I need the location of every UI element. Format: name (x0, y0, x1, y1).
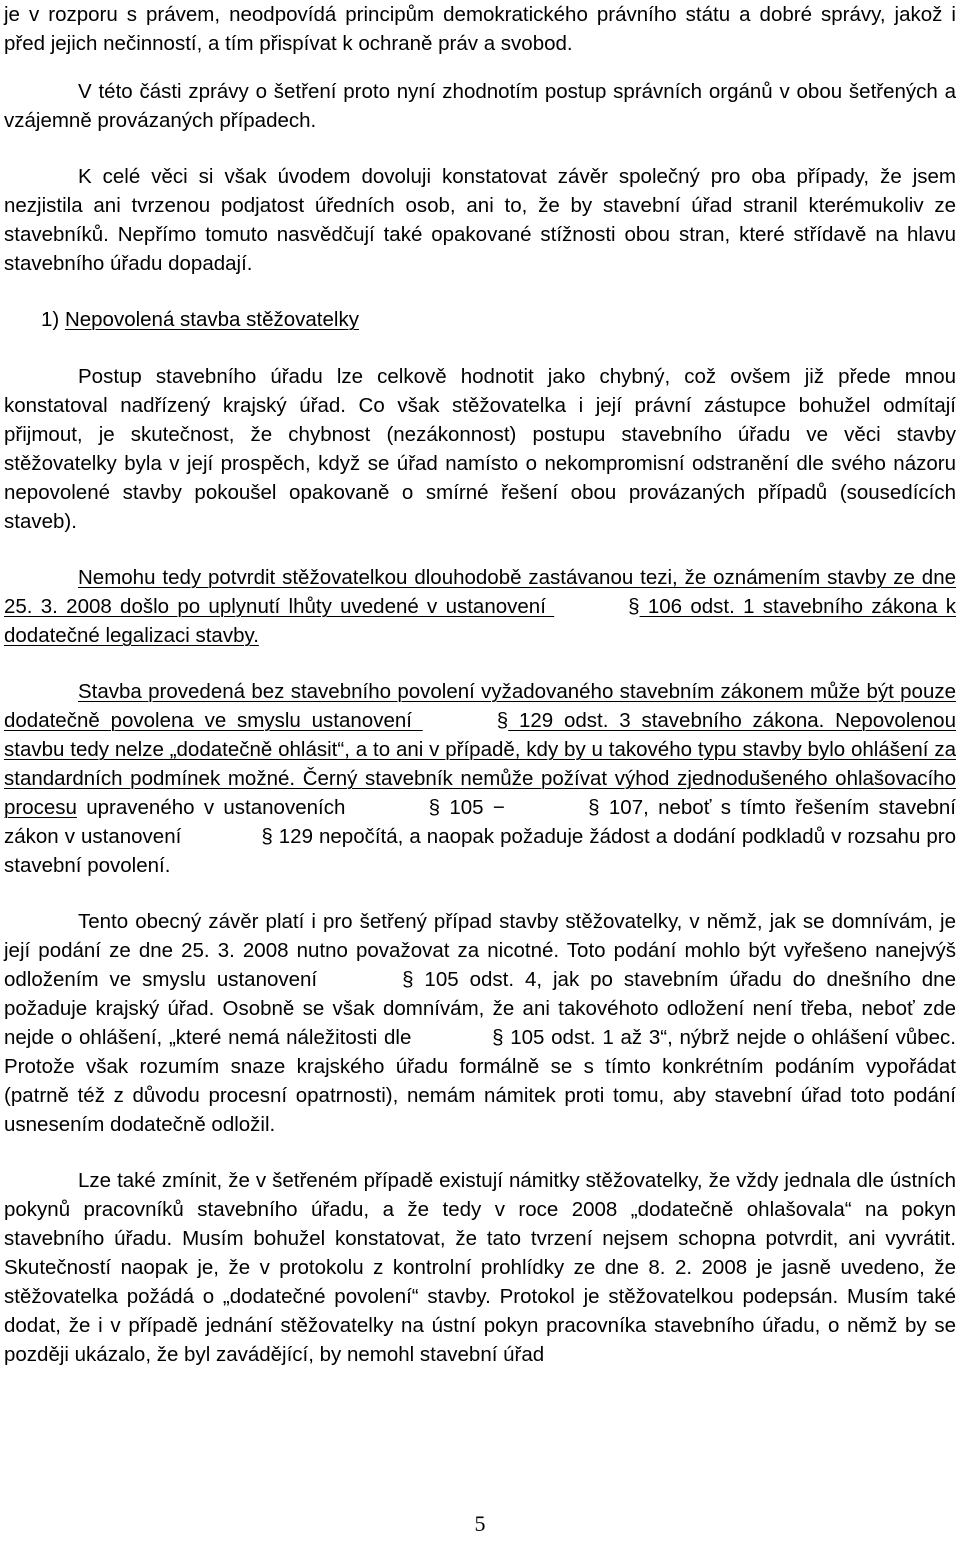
section-sign: § (402, 968, 414, 991)
section-heading-title: Nepovolená stavba stěžovatelky (64, 308, 359, 331)
page-number: 5 (474, 1511, 486, 1536)
paragraph-oral-instructions: Lze také zmínit, že v šetřeném případě existují námitky stěžovatelky, že vždy jednala dle ústních pokynů pracovníků stavebního úřadu, a že tedy v roce 2008 „dodatečně ohlašovala“ na pokyn stavebního úřadu. Musím bohužel konstatovat, že tato tvrzení nejsem schopna potvrdit, ani vyvrátit. Skutečností naopak je, že v protokolu z kontrolní prohlídky ze dne 8. 2. 2008 je jasně uvedeno, že stěžovatelka požádá o „dodatečné povolení“ stavby. Protokol je stěžovatelkou podepsán. Musím také dodat, že i v případě jednání stěžovatelky na ústní pokyn pracovníka stavebního úřadu, o němž by se později ukázalo, že byl zavádějící, by nemohl stavební úřad (4, 1169, 956, 1366)
text-run: 129 odst. 3 stavebního zákona. Nepovolenou stavbu tedy nelze „dodatečně ohlásit“, a to ani v případě, kdy by u takového typu stavby bylo ohlášení za standardních podmínek možné. Černý stavebník nemůže požívat výhod zjednodušeného ohlašovacího procesu (4, 709, 956, 819)
paragraph-part-intro: V této části zprávy o šetření proto nyní zhodnotím postup správních orgánů v obou šetřených a vzájemně provázaných případech. (4, 80, 956, 132)
text-run: 106 odst. 1 stavebního zákona k dodatečné legalizaci stavby. (4, 595, 956, 647)
text-run: 105 odst. 4, jak po stavebním úřadu do dnešního dne požaduje krajský úřad. Osobně se však domnívám, že ani takovéhoto odložení není třeba, neboť zde nejde o ohlášení, „které nemá náležitosti dle (4, 968, 956, 1049)
text-run: Tento obecný závěr platí i pro šetřený případ stavby stěžovatelky, v němž, jak se domnívám, je její podání ze dne 25. 3. 2008 nutno považovat za nicotné. Toto podání mohlo být vyřešeno nanejvýš odložením ve smyslu ustanovení (4, 910, 956, 991)
section-sign: § (496, 709, 509, 732)
paragraph-procedure-evaluation: Postup stavebního úřadu lze celkově hodnotit jako chybný, což ovšem již přede mnou konstatoval nadřízený krajský úřad. Co však stěžovatelka i její právní zástupce bohužel odmítají přijmout, je skutečnost, že chybnost (nezákonnost) postupu stavebního úřadu ve věci stavby stěžovatelky byla v její prospěch, když se úřad namísto o nekompromisní odstranění dle svého názoru nepovolené stavby pokoušel opakovaně o smírné řešení obou provázaných případů (sousedících staveb). (4, 365, 956, 533)
text-run: upraveného v ustanoveních (76, 796, 355, 819)
paragraph-void-submission (4, 907, 956, 1139)
text-run: 107, neboť s tímto řešením stavební zákon v ustanovení (4, 796, 956, 848)
section-sign: § (428, 796, 441, 819)
paragraph-unpermitted-building (4, 677, 956, 880)
text-run: Nemohu tedy potvrdit stěžovatelkou dlouhodobě zastávanou tezi, že oznámením stavby ze dne 25. 3. 2008 došlo po uplynutí lhůty uvedené v ustanovení (4, 566, 956, 618)
paragraph-intro: je v rozporu s právem, neodpovídá principům demokratického právního státu a dobré správy, jakož i před jejich nečinností, a tím přispívat k ochraně práv a svobod. (4, 3, 956, 55)
paragraph-no-legalization (4, 563, 956, 650)
paragraph-general-conclusion: K celé věci si však úvodem dovoluji konstatovat závěr společný pro oba případy, že jsem nezjistila ani tvrzenou podjatost úředních osob, ani to, že by stavební úřad stranil kterémukoliv ze stavebníků. Nepřímo tomuto nasvědčují také opakované stížnosti obou stran, které střídavě na hlavu stavebního úřadu dopadají. (4, 165, 956, 275)
section-sign: § (261, 825, 273, 848)
section-sign: § (628, 595, 640, 618)
text-run: 105 − (440, 796, 515, 819)
text-run: Stavba provedená bez stavebního povolení vyžadovaného stavebním zákonem může být pouze dodatečně povolena ve smyslu ustanovení (4, 680, 956, 732)
section-sign: § (492, 1026, 504, 1049)
section-heading-number: 1) (41, 308, 60, 331)
text-run: 129 nepočítá, a naopak požaduje žádost a dodání podkladů v rozsahu pro stavební povolení. (4, 825, 956, 877)
text-run: 105 odst. 1 až 3“, nýbrž nejde o ohlášení vůbec. Protože však rozumím snaze krajského úřadu formálně se s tímto konkrétním podáním vypořádat (patrně též z důvodu procesní opatrnosti), nemám námitek proti tomu, aby stavební úřad toto podání usnesením dodatečně odložil. (4, 1026, 957, 1136)
section-sign: § (588, 796, 600, 819)
document-page (4, 0, 956, 1369)
section-heading (4, 305, 956, 334)
